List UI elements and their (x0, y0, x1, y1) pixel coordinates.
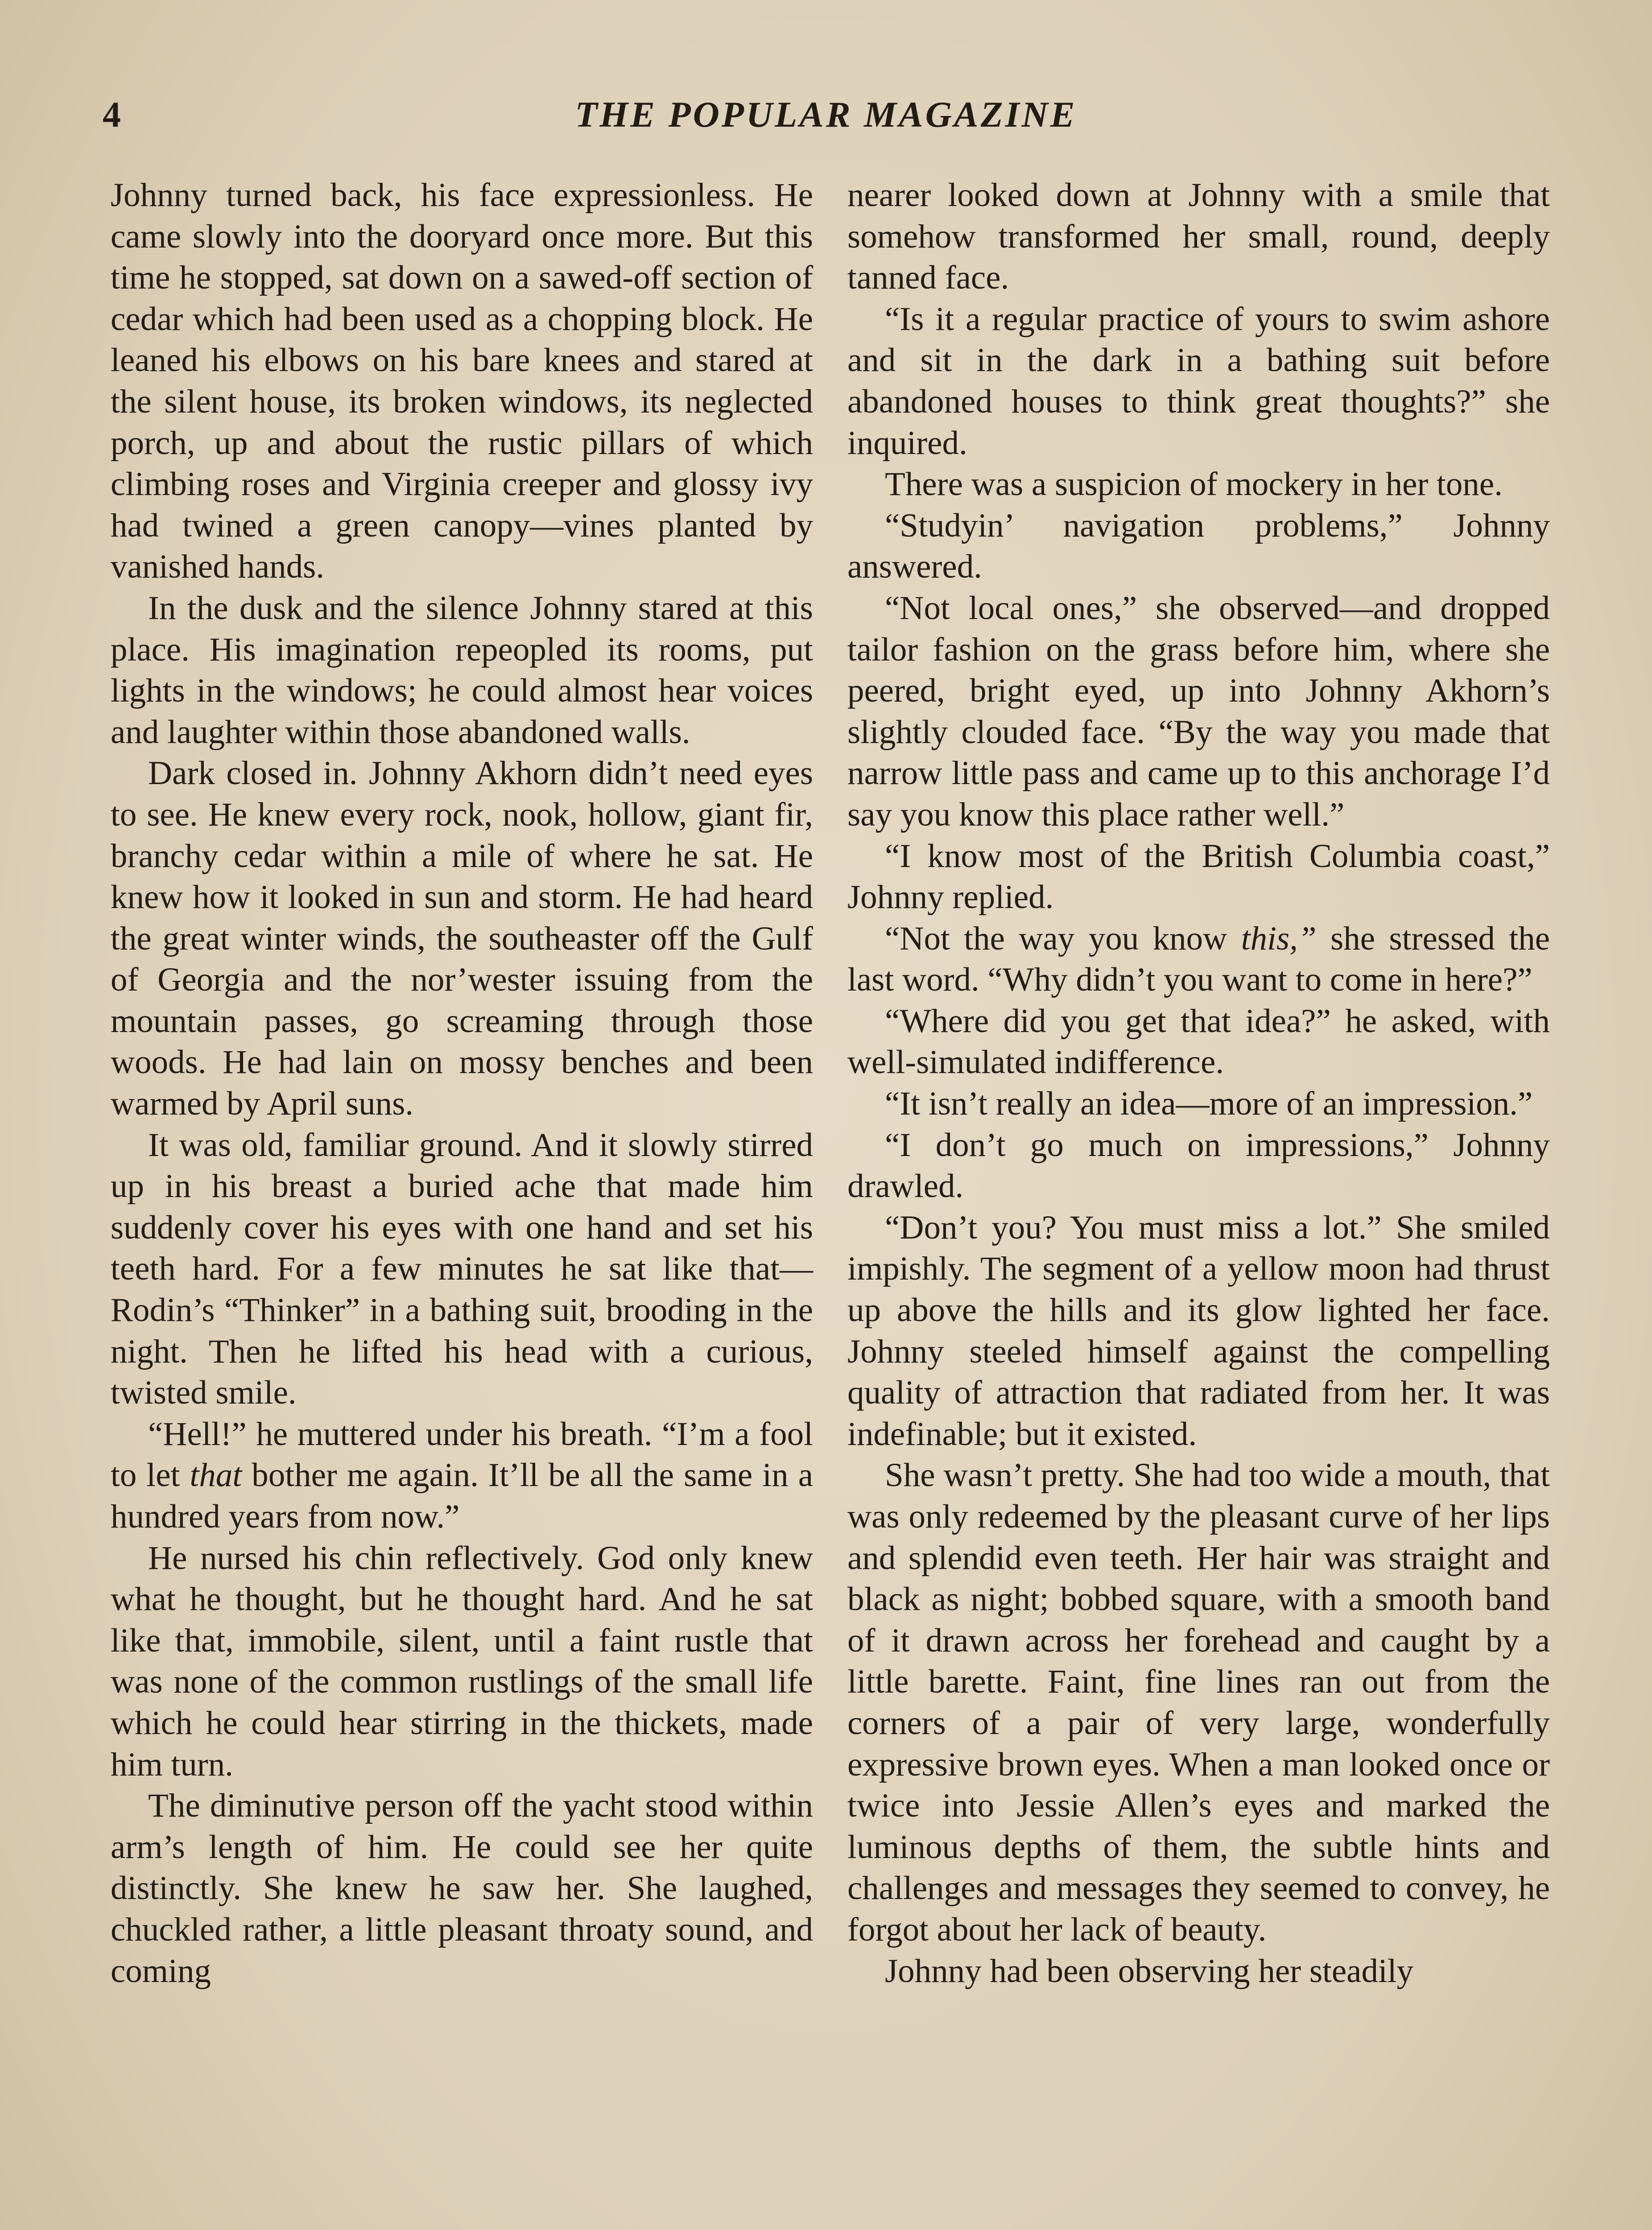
right-column (847, 175, 1550, 1992)
paragraph-text: bother me again. It’ll be all the same in a hundred years from now.” (111, 1457, 813, 1535)
paragraph: She wasn’t pretty. She had too wide a mouth, that was only redeemed by the pleasant curve of her lips and splendid even teeth. Her hair was straight and black as night; bobbed square, with a smooth band of it drawn across her forehead and caught by a little barette. Faint, fine lines ran out from the corners of a pair of very large, wonderfully expressive brown eyes. When a man looked once or twice into Jessie Allen’s eyes and marked the luminous depths of them, the subtle hints and challenges and messages they seemed to convey, he forgot about her lack of beauty. (847, 1457, 1550, 1948)
paragraph: nearer looked down at Johnny with a smile that somehow transformed her small, round, deeply tanned face. (847, 177, 1550, 297)
paragraph: In the dusk and the silence Johnny stared at this place. His imagination repeopled its rooms, put lights in the windows; he could almost hear voices and laughter within those abandoned walls. (111, 589, 813, 751)
paragraph: Johnny turned back, his face expressionless. He came slowly into the dooryard once more. But this time he stopped, sat down on a sawed-off section of cedar which had been used as a chopping block. He leaned his elbows on his bare knees and stared at the silent house, its broken windows, its neglected porch, up and about the rustic pillars of which climbing roses and Virginia creeper and glossy ivy had twined a green canopy—vines planted by vanished hands. (111, 177, 813, 586)
paragraph: “Where did you get that idea?” he asked, with well-simulated indifference. (847, 1002, 1550, 1081)
paragraph (847, 918, 1550, 1001)
paragraph (111, 1414, 813, 1538)
page-number: 4 (103, 94, 121, 135)
paragraph: “Don’t you? You must miss a lot.” She smiled impishly. The segment of a yellow moon had thrust up above the hills and its glow lighted her face. Johnny steeled himself against the compelling quality of attraction that radiated from her. It was indefinable; but it existed. (847, 1209, 1550, 1453)
running-head: THE POPULAR MAGAZINE (575, 94, 1077, 135)
paragraph: “It isn’t really an idea—more of an impression.” (885, 1085, 1533, 1123)
paragraph: Dark closed in. Johnny Akhorn didn’t need eyes to see. He knew every rock, nook, hollow, giant fir, branchy cedar within a mile of where he sat. He knew how it looked in sun and storm. He had heard the great winter winds, the southeaster off the Gulf of Georgia and the nor’wester issuing from the mountain passes, go screaming through those woods. He had lain on mossy benches and been warmed by April suns. (111, 755, 813, 1123)
paragraph: “Not local ones,” she observed—and dropped tailor fashion on the grass before him, where she peered, bright eyed, up into Johnny Akhorn’s slightly clouded face. “By the way you made that narrow little pass and came up to this anchorage I’d say you know this place rather well.” (847, 589, 1550, 833)
paragraph-text: she stressed the last word. “Why didn’t you want to come in here?” (847, 920, 1550, 999)
paragraph: He nursed his chin reflectively. God only knew what he thought, but he thought hard. And he sat like that, immobile, silent, until a faint rustle that was none of the common rustlings of the small life which he could hear stirring in the thickets, made him turn. (111, 1539, 813, 1783)
page-header (0, 94, 1652, 147)
paragraph: There was a suspicion of mockery in her tone. (885, 466, 1503, 503)
paragraph: It was old, familiar ground. And it slowly stirred up in his breast a buried ache that made him suddenly cover his eyes with one hand and set his teeth hard. For a few minutes he sat like that—Rodin’s “Thinker” in a bathing suit, brooding in the night. Then he lifted his head with a curious, twisted smile. (111, 1126, 813, 1412)
paragraph-text: “Not the way you know (885, 920, 1241, 957)
paragraph-text: “Hell!” he muttered under his breath. “I’m a fool to let (111, 1415, 813, 1494)
paragraph: “Studyin’ navigation problems,” Johnny answered. (847, 507, 1550, 586)
paragraph: “I don’t go much on impressions,” Johnny drawled. (847, 1126, 1550, 1205)
paragraph: Johnny had been observing her steadily (885, 1952, 1414, 1990)
paragraph: The diminutive person off the yacht stood within arm’s length of him. He could see her quite distinctly. She knew he saw her. She laughed, chuckled rather, a little pleasant throaty sound, and coming (111, 1787, 813, 1990)
emphasis: this,” (1241, 920, 1317, 957)
left-column (111, 175, 813, 1992)
paragraph: “I know most of the British Columbia coast,” Johnny replied. (847, 837, 1550, 916)
emphasis: that (190, 1457, 242, 1494)
paragraph: “Is it a regular practice of yours to swim ashore and sit in the dark in a bathing suit before abandoned houses to think great thoughts?” she inquired. (847, 300, 1550, 462)
